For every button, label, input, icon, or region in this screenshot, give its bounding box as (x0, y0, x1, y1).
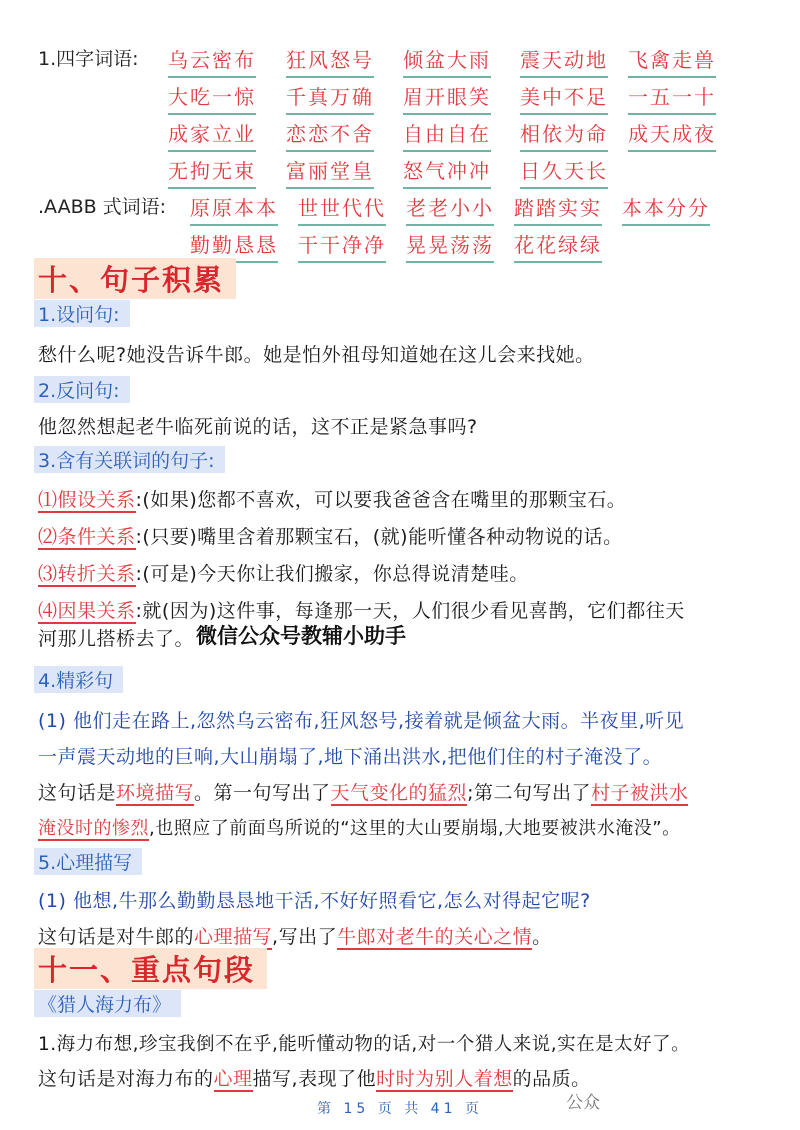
word: 美中不足 (520, 81, 608, 115)
book-title: 《猎人海力布》 (34, 990, 181, 1017)
word: 倾盆大雨 (403, 44, 491, 78)
q4-explanation-line-1 (38, 778, 688, 805)
word: 狂风怒号 (286, 44, 374, 78)
text: 。第一句写出了 (194, 782, 331, 804)
q2-title: 2.反问句: (34, 376, 130, 403)
s1-explanation (38, 1064, 591, 1091)
word: 日久天长 (520, 155, 608, 189)
text: 这句话是 (38, 782, 117, 804)
q3-title: 3.含有关联词的句子: (34, 446, 225, 473)
q3-item-2 (38, 522, 623, 549)
word: 花花绿绿 (514, 229, 602, 263)
word: 飞禽走兽 (628, 44, 716, 78)
word: 富丽堂皇 (286, 155, 374, 189)
word: 震天动地 (520, 44, 608, 78)
q4-title: 4.精彩句 (34, 666, 123, 693)
word: 乌云密布 (168, 44, 256, 78)
highlight: 时时为别人着想 (376, 1068, 513, 1090)
q4-sentence-line-2: 一声震天动地的巨响,大山崩塌了,地下涌出洪水,把他们住的村子淹没了。 (38, 746, 663, 768)
word: 一五一十 (628, 81, 716, 115)
q3-item-4 (38, 596, 685, 623)
highlight: 环境描写 (116, 782, 195, 804)
word: 老老小小 (406, 192, 494, 226)
aabb-label: .AABB 式词语: (38, 196, 167, 218)
word: 眉开眼笑 (403, 81, 491, 115)
word: 踏踏实实 (514, 192, 602, 226)
q5-title: 5.心理描写 (34, 848, 142, 875)
text: ,写出了 (272, 926, 338, 948)
word: 原原本本 (190, 192, 278, 226)
relation-label: ⑴假设关系 (38, 489, 136, 511)
highlight: 村子被洪水 (590, 782, 689, 804)
relation-label: ⑵条件关系 (38, 526, 136, 548)
word: 干干净净 (298, 229, 386, 263)
text: 。 (532, 926, 552, 948)
word: 晃晃荡荡 (406, 229, 494, 263)
section-10-title: 十、句子积累 (34, 258, 236, 299)
relation-text: :(只要)嘴里含着那颗宝石，(就)能听懂各种动物说的话。 (135, 526, 623, 548)
word: 无拘无束 (168, 155, 256, 189)
section-11-title: 十一、重点句段 (34, 948, 267, 989)
s1-text: 1.海力布想,珍宝我倒不在乎,能听懂动物的话,对一个猎人来说,实在是太好了。 (38, 1034, 691, 1055)
q1-title: 1.设问句: (34, 300, 130, 327)
word: 成家立业 (168, 118, 256, 152)
word: 恋恋不舍 (286, 118, 374, 152)
q5-explanation (38, 922, 552, 949)
q4-explanation-line-2 (38, 814, 681, 840)
word: 自由自在 (403, 118, 491, 152)
text: 的品质。 (512, 1068, 591, 1090)
relation-label: ⑶转折关系 (38, 563, 136, 585)
highlight: 牛郎对老牛的关心之情 (337, 926, 533, 948)
highlight: 心理 (213, 1068, 253, 1090)
word: 世世代代 (298, 192, 386, 226)
word: 大吃一惊 (168, 81, 256, 115)
text: ;第二句写出了 (467, 782, 591, 804)
text: ,也照应了前面鸟所说的“这里的大山要崩塌,大地要被洪水淹没”。 (149, 818, 681, 839)
word: 本本分分 (622, 192, 710, 226)
q3-item-1 (38, 485, 626, 512)
word: 勤勤恳恳 (190, 229, 278, 263)
relation-text: :(如果)您都不喜欢，可以要我爸爸含在嘴里的那颗宝石。 (135, 489, 627, 511)
highlight: 天气变化的猛烈 (330, 782, 468, 804)
watermark-text: 微信公众号教辅小助手 (196, 624, 406, 648)
four-char-label: 1.四字词语: (38, 48, 139, 70)
page-footer: 第 15 页 共 41 页 (317, 1101, 483, 1117)
text: 这句话是对海力布的 (38, 1068, 214, 1090)
q4-sentence-line-1: (1) 他们走在路上,忽然乌云密布,狂风怒号,接着就是倾盆大雨。半夜里,听见 (38, 710, 685, 732)
highlight: 淹没时的惨烈 (38, 818, 149, 839)
relation-label: ⑷因果关系 (38, 600, 136, 622)
text: 这句话是对牛郎的 (38, 926, 195, 948)
word: 相依为命 (520, 118, 608, 152)
q5-sentence: (1) 他想,牛那么勤勤恳恳地干活,不好好照看它,怎么对得起它呢? (38, 890, 591, 912)
q3-item-3 (38, 559, 529, 586)
relation-text: :就(因为)这件事，每逢那一天，人们很少看见喜鹊，它们都往天 (135, 600, 685, 622)
q1-text: 愁什么呢?她没告诉牛郎。她是怕外祖母知道她在这儿会来找她。 (38, 344, 595, 366)
q2-text: 他忽然想起老牛临死前说的话，这不正是紧急事吗? (38, 416, 478, 438)
highlight: 心理描写 (194, 926, 273, 948)
word: 成天成夜 (628, 118, 716, 152)
relation-text: :(可是)今天你让我们搬家，你总得说清楚哇。 (135, 563, 529, 585)
word: 千真万确 (286, 81, 374, 115)
word: 怒气冲冲 (403, 155, 491, 189)
text: 描写,表现了他 (252, 1068, 377, 1090)
q3-item-4-cont: 河那儿搭桥去了。 (38, 628, 195, 650)
corner-watermark: 公众 (566, 1093, 600, 1113)
